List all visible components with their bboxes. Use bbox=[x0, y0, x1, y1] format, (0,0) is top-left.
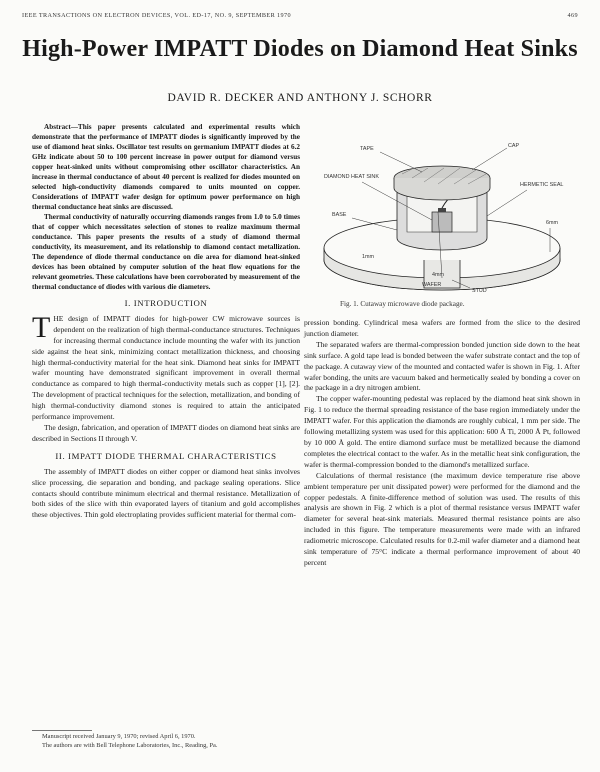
right-paragraph-4: Calculations of thermal resistance (the maximum device temperature rise above ambient temperature per unit dissipated power) were performed for the diamond and the copper pedestals. A finite-difference method of solution was used. The results of this analysis are shown in Fig. 2 which is a plot of thermal resistance versus IMPATT wafer diameter for several heat-sink materials. Measured thermal resistance points are also included in this figure. The temperature measurements were made with an infrared radiometric microscope. Calculated results for 0.2-mil wafer diameter and a diamond heat sink temperature of 75°C indicate a thermal performance improvement of about 40 percent bbox=[304, 470, 580, 567]
label-stud: STUD bbox=[472, 288, 487, 294]
footnote-rule bbox=[32, 730, 92, 731]
diamond-heat-sink bbox=[432, 212, 452, 232]
authors: DAVID R. DECKER AND ANTHONY J. SCHORR bbox=[167, 92, 433, 104]
thermal-paragraph-1: The assembly of IMPATT diodes on either copper or diamond heat sinks involves slice processing, die separation and bonding, and package sealing operations. Slice contacts should contribute minimum electrical and thermal resistance. Metallization of both sides of the slice with thin evaporated layers of titanium and gold accomplishes these objectives. Thin gold electroplating provides sufficient material for thermal com- bbox=[32, 466, 300, 520]
label-6mm: 6mm bbox=[546, 220, 558, 226]
footnote-received: Manuscript received January 9, 1970; revised April 6, 1970. bbox=[42, 733, 196, 740]
drop-cap: T bbox=[32, 310, 51, 344]
abstract-continued: Thermal conductivity of naturally occurring diamonds ranges from 1.0 to 5.0 times that of copper which necessitates selection of stones to realize maximum thermal conductance. This paper presents the results of a study of diamond thermal conductivity, its measurement, and its relationship to diamond contact metallization. The dependence of diode thermal conductance on die area for diamond heat-sinked devices has been obtained by computer solution of the heat flow equations for the relevant geometries. These calculations have been corroborated by measurement of the thermal conductance of diodes with various die diameters. bbox=[32, 213, 300, 291]
abstract: Abstract—This paper presents calculated and experimental results which demonstrate that the performance of IMPATT diodes is significantly improved by the use of diamond heat sinks. Oscillator test results on germanium IMPATT diodes at 6.2 GHz indicate about 50 to 100 percent increase in power output for diamond versus copper heat-sinked units without compromising other oscillator characteristics. An increase in thermal conductance of about 40 percent is realized for diodes mounted on selected high-conductivity diamonds compared to units mounted on copper. Considerations of IMPATT wafer design for optimum power performance on high thermal conductance heat sinks are discussed. bbox=[32, 123, 300, 211]
intro-paragraph-1-text: HE design of IMPATT diodes for high-power CW microwave sources is dependent on the realization of high thermal-conductance structures. Techniques for increasing thermal conductance include mounting the wafer with its junction side against the heat sink, minimizing contact metallization thickness, and choosing high thermal-conductivity material for the heat sink. Diamond heat sinks for IMPATT wafer mounting have demonstrated significant improvement in overall thermal conductance as compared to high thermal-conductivity metals such as copper [1], [2]. The development of practical techniques for the selection, metallization, and bonding of high thermal-conductivity diamond stones is required to attain the anticipated performance improvement. bbox=[32, 313, 300, 422]
left-column bbox=[32, 122, 300, 521]
section-heading-thermal: II. IMPATT DIODE THERMAL CHARACTERISTICS bbox=[55, 450, 277, 461]
label-hermetic-seal: HERMETIC SEAL bbox=[520, 182, 564, 188]
label-4mm: 4mm bbox=[432, 272, 444, 278]
diode-package-figure bbox=[302, 120, 578, 300]
label-tape: TAPE bbox=[360, 146, 374, 152]
running-header bbox=[22, 12, 578, 19]
right-paragraph-3: The copper wafer-mounting pedestal was replaced by the diamond heat sink shown in Fig. 1 to reduce the thermal spreading resistance of the base region immediately under the IMPATT wafer. For this application the diamonds are roughly cubical, 1 mm per side. The following metallizing system was used for this application: 600 Å Ti, 2000 Å Pt, followed by 10 000 Å gold. The entire diamond surface must be metallized because the diamond completes the electrical contact to the wafer. As in the metallic heat sink configuration, the wafer is thermal-compression bonded to the diamond's metallized surface. bbox=[304, 394, 580, 469]
footnote-affiliation: The authors are with Bell Telephone Laboratories, Inc., Reading, Pa. bbox=[42, 741, 218, 749]
wafer bbox=[438, 208, 446, 212]
paper-title: High-Power IMPATT Diodes on Diamond Heat Sinks bbox=[22, 36, 578, 62]
label-cap: CAP bbox=[508, 143, 520, 149]
page-number: 469 bbox=[567, 12, 578, 19]
journal-header: IEEE TRANSACTIONS ON ELECTRON DEVICES, VOL. ED-17, NO. 9, SEPTEMBER 1970 bbox=[22, 12, 292, 19]
label-diamond: DIAMOND HEAT SINK bbox=[324, 174, 379, 180]
right-column bbox=[304, 318, 580, 569]
section-heading-introduction: I. INTRODUCTION bbox=[124, 298, 208, 308]
intro-paragraph-2: The design, fabrication, and operation of IMPATT diodes on diamond heat sinks are described in Sections II through V. bbox=[32, 422, 300, 443]
right-paragraph-1: pression bonding. Cylindrical mesa wafers are formed from the slice to the desired junction diameter. bbox=[304, 318, 580, 338]
label-1mm: 1mm bbox=[362, 254, 374, 260]
right-paragraph-2: The separated wafers are thermal-compression bonded junction side down to the heat sink surface. A gold tape lead is bonded between the wafer substrate contact and the top of the package. A cutaway view of the mounted and contacted wafer is shown in Fig. 1. After wafer bonding, the units are vacuum baked and hermetically sealed by bonding a cover on the package in a dry nitrogen ambient. bbox=[304, 339, 580, 393]
figure-caption: Fig. 1. Cutaway microwave diode package. bbox=[340, 300, 465, 308]
footnote bbox=[42, 733, 292, 750]
intro-paragraph-1 bbox=[32, 310, 300, 423]
label-wafer: WAFER bbox=[422, 282, 442, 288]
label-base: BASE bbox=[332, 212, 347, 218]
